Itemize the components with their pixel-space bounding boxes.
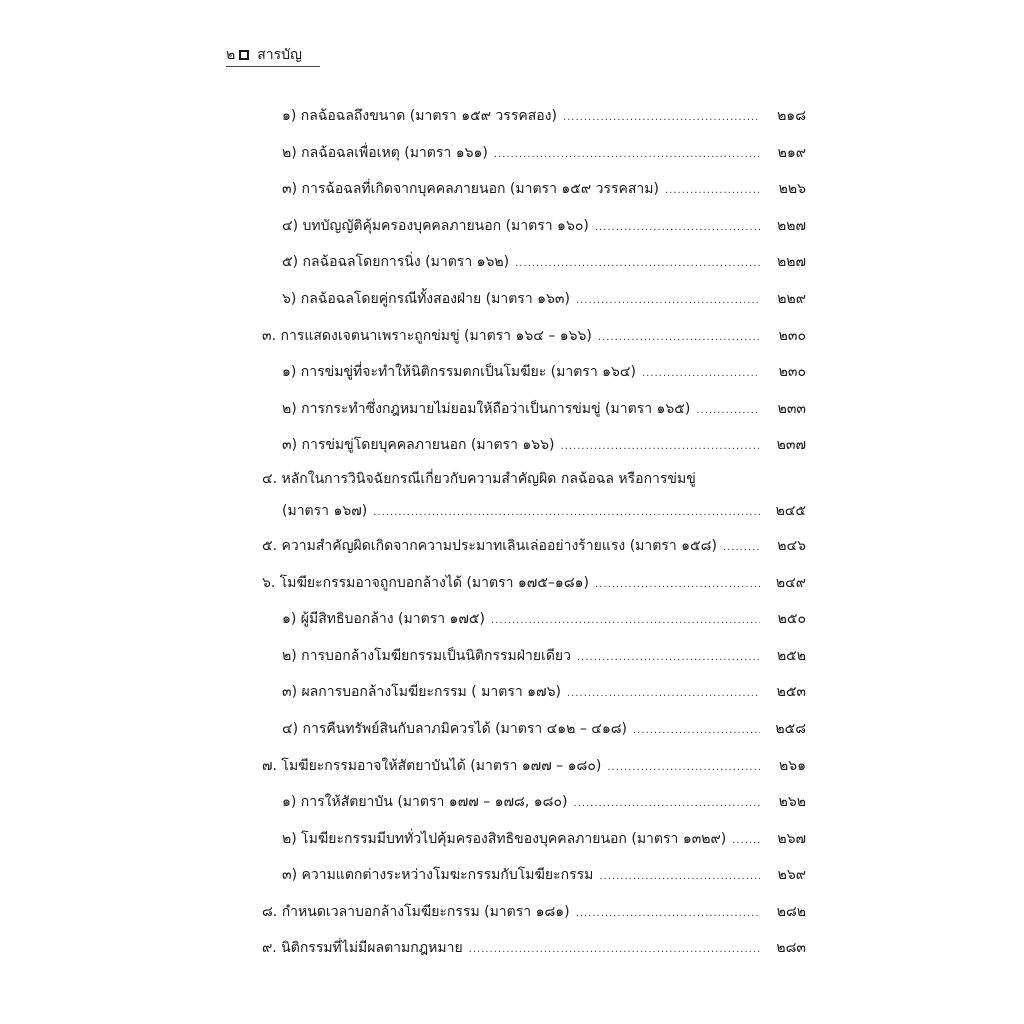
dot-leader bbox=[573, 786, 760, 823]
toc-entry-label: ๑) การข่มขู่ที่จะทำให้นิติกรรมตกเป็นโมฆียะ (มาตรา ๑๖๔) bbox=[282, 364, 636, 381]
dot-leader bbox=[732, 823, 760, 860]
toc-entry-label: ๔) บทบัญญัติคุ้มครองบุคคลภายนอก (มาตรา ๑๖๐) bbox=[282, 217, 589, 234]
dot-leader bbox=[642, 356, 760, 393]
toc-entry bbox=[262, 354, 806, 391]
toc-entry-label: ๕. ความสำคัญผิดเกิดจากความประมาทเลินเล่ออย่างร้ายแรง (มาตรา ๑๕๘) bbox=[262, 537, 717, 554]
table-of-contents bbox=[262, 98, 806, 967]
toc-entry bbox=[262, 857, 806, 894]
toc-entry bbox=[262, 821, 806, 858]
toc-page-number: ๒๔๖ bbox=[777, 537, 806, 554]
dot-leader bbox=[561, 429, 760, 466]
toc-page-number: ๒๘๒ bbox=[776, 903, 806, 920]
page-title: สารบัญ bbox=[257, 47, 302, 63]
toc-entry-label: ๘. กำหนดเวลาบอกล้างโมฆียะกรรม (มาตรา ๑๘๑) bbox=[262, 903, 570, 920]
dot-leader bbox=[494, 137, 760, 174]
toc-entry-label: ๕) กลฉ้อฉลโดยการนิ่ง (มาตรา ๑๖๒) bbox=[282, 254, 510, 271]
dot-leader bbox=[576, 283, 760, 320]
toc-page-number: ๒๕๘ bbox=[775, 720, 806, 737]
toc-entry bbox=[262, 930, 806, 967]
toc-entry bbox=[262, 208, 806, 245]
toc-entry bbox=[262, 674, 806, 711]
toc-entry bbox=[262, 784, 806, 821]
toc-entry-label: ๓) การฉ้อฉลที่เกิดจากบุคคลภายนอก (มาตรา ๑๕๙ วรรคสาม) bbox=[282, 181, 659, 198]
toc-entry bbox=[262, 894, 806, 931]
toc-page-number: ๒๕๓ bbox=[776, 684, 806, 701]
toc-entry bbox=[262, 601, 806, 638]
toc-entry-label: ๑) กลฉ้อฉลถึงขนาด (มาตรา ๑๕๙ วรรคสอง) bbox=[282, 108, 557, 124]
toc-entry-label: ๓) การข่มขู่โดยบุคคลภายนอก (มาตรา ๑๖๖) bbox=[282, 437, 555, 454]
toc-entry-label-continuation: (มาตรา ๑๖๗) bbox=[282, 502, 368, 519]
toc-entry-label: ๒) โมฆียะกรรมมีบททั่วไปคุ้มครองสิทธิของบุคคลภายนอก (มาตรา ๑๓๒๙) bbox=[282, 830, 727, 847]
toc-page-number: ๒๔๕ bbox=[775, 502, 806, 519]
toc-entry bbox=[262, 528, 806, 565]
toc-entry bbox=[262, 565, 806, 602]
toc-page-number: ๒๓๗ bbox=[776, 437, 806, 454]
toc-entry-label: ๖. โมฆียะกรรมอาจถูกบอกล้างได้ (มาตรา ๑๗๕–๑๘๑) bbox=[262, 574, 589, 591]
dot-leader bbox=[563, 100, 760, 137]
dot-leader bbox=[577, 640, 760, 677]
toc-page-number: ๒๑๘ bbox=[777, 108, 806, 124]
page-number: ๒ bbox=[226, 47, 236, 63]
dot-leader bbox=[491, 603, 760, 640]
toc-entry-label: ๓) ผลการบอกล้างโมฆียะกรรม ( มาตรา ๑๗๖) bbox=[282, 684, 561, 701]
dot-leader bbox=[515, 246, 760, 283]
toc-page-number: ๒๒๖ bbox=[778, 181, 806, 198]
toc-entry-label: ๒) การกระทำซึ่งกฎหมายไม่ยอมให้ถือว่าเป็นการข่มขู่ (มาตรา ๑๖๕) bbox=[282, 400, 691, 417]
page-header bbox=[226, 44, 320, 67]
toc-page-number: ๒๘๓ bbox=[776, 940, 806, 957]
toc-entry bbox=[262, 135, 806, 172]
toc-page-number: ๒๓๐ bbox=[778, 364, 806, 381]
dot-leader bbox=[576, 896, 760, 933]
toc-page-number: ๒๓๓ bbox=[777, 400, 806, 417]
toc-entry-label: ๔. หลักในการวินิจฉัยกรณีเกี่ยวกับความสำคัญผิด กลฉ้อฉล หรือการข่มขู่ bbox=[262, 470, 696, 487]
toc-entry-label: ๑) การให้สัตยาบัน (มาตรา ๑๗๗ – ๑๗๘, ๑๘๐) bbox=[282, 794, 568, 811]
toc-page-number: ๒๒๗ bbox=[777, 217, 806, 234]
toc-page-number: ๒๔๙ bbox=[775, 574, 806, 591]
toc-entry bbox=[262, 171, 806, 208]
toc-entry-label: ๗. โมฆียะกรรมอาจให้สัตยาบันได้ (มาตรา ๑๗๗ – ๑๘๐) bbox=[262, 757, 602, 774]
dot-leader bbox=[599, 859, 760, 896]
toc-entry-label: ๒) การบอกล้างโมฆียกรรมเป็นนิติกรรมฝ่ายเดียว bbox=[282, 647, 571, 664]
toc-entry bbox=[262, 427, 806, 464]
toc-entry bbox=[262, 748, 806, 785]
toc-page-number: ๒๕๐ bbox=[777, 611, 806, 628]
dot-leader bbox=[696, 393, 760, 430]
dot-leader bbox=[607, 750, 760, 787]
dot-leader bbox=[567, 676, 760, 713]
toc-page-number: ๒๖๒ bbox=[778, 794, 806, 811]
toc-page-number: ๒๒๙ bbox=[777, 290, 806, 307]
toc-entry-label: ๒) กลฉ้อฉลเพื่อเหตุ (มาตรา ๑๖๑) bbox=[282, 144, 488, 161]
square-bullet-icon bbox=[239, 50, 249, 60]
toc-entry-label: ๔) การคืนทรัพย์สินกับลาภมิควรได้ (มาตรา ๔๑๒ – ๔๑๘) bbox=[282, 720, 628, 737]
toc-entry-label: ๖) กลฉ้อฉลโดยคู่กรณีทั้งสองฝ่าย (มาตรา ๑๖๓) bbox=[282, 290, 570, 307]
toc-entry bbox=[262, 281, 806, 318]
toc-entry-label: ๑) ผู้มีสิทธิบอกล้าง (มาตรา ๑๗๕) bbox=[282, 611, 485, 628]
toc-page-number: ๒๕๒ bbox=[776, 647, 806, 664]
toc-page-number: ๒๑๙ bbox=[777, 144, 806, 161]
toc-entry bbox=[262, 318, 806, 355]
toc-entry-label: ๙. นิติกรรมที่ไม่มีผลตามกฎหมาย bbox=[262, 940, 463, 957]
toc-entry bbox=[262, 638, 806, 675]
dot-leader bbox=[633, 713, 760, 750]
toc-entry-label: ๓. การแสดงเจตนาเพราะถูกข่มขู่ (มาตรา ๑๖๔ – ๑๖๖) bbox=[262, 327, 592, 344]
dot-leader bbox=[373, 496, 760, 530]
dot-leader bbox=[665, 173, 760, 210]
dot-leader bbox=[595, 210, 760, 247]
dot-leader bbox=[723, 530, 760, 567]
dot-leader bbox=[469, 932, 760, 969]
toc-page-number: ๒๖๑ bbox=[778, 757, 806, 774]
toc-entry bbox=[262, 464, 806, 528]
dot-leader bbox=[598, 320, 760, 357]
toc-entry-label: ๓) ความแตกต่างระหว่างโมฆะกรรมกับโมฆียะกรรม bbox=[282, 867, 594, 884]
dot-leader bbox=[595, 567, 760, 604]
toc-page-number: ๒๓๐ bbox=[778, 327, 806, 344]
toc-entry bbox=[262, 98, 806, 135]
toc-page-number: ๒๖๙ bbox=[777, 867, 806, 884]
toc-page-number: ๒๖๗ bbox=[777, 830, 806, 847]
toc-entry bbox=[262, 391, 806, 428]
toc-entry bbox=[262, 244, 806, 281]
toc-entry bbox=[262, 711, 806, 748]
toc-page-number: ๒๒๗ bbox=[777, 254, 806, 271]
